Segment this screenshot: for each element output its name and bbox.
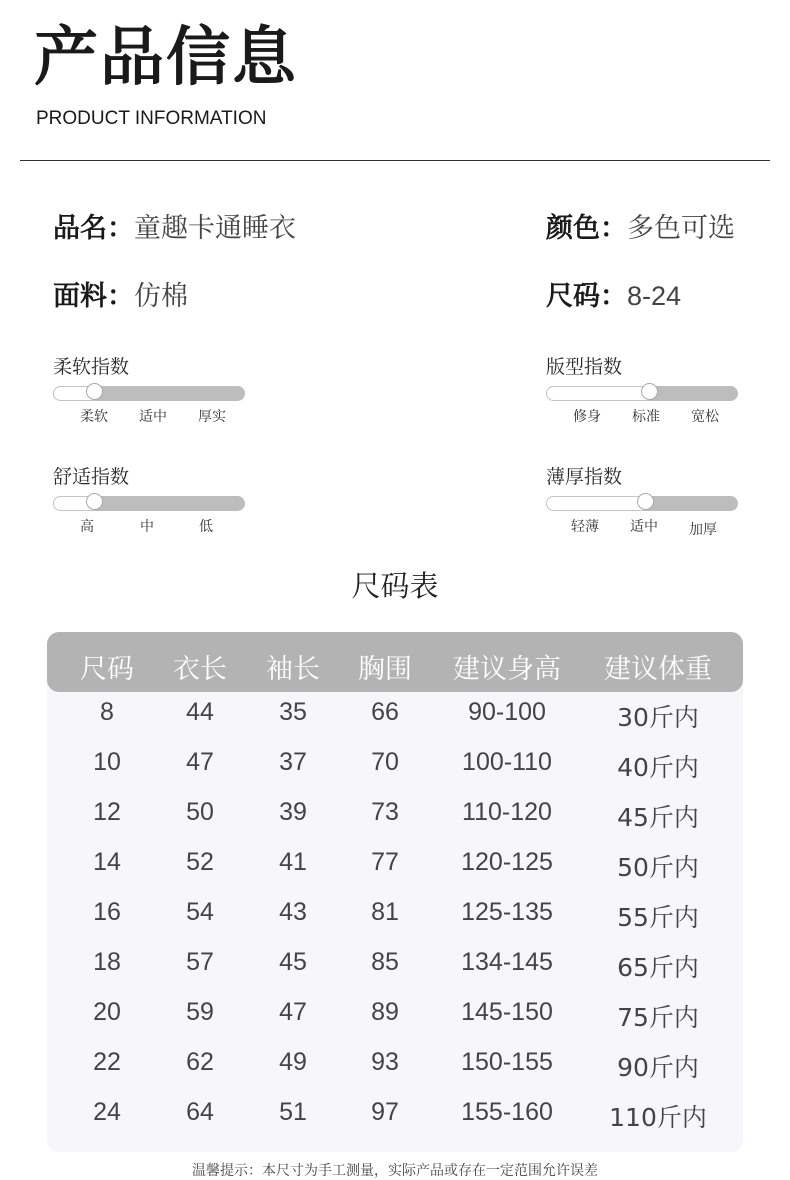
table-row [0,748,790,798]
table-cell: 110斤内 [609,1103,707,1132]
softness-option-2: 适中 [139,409,167,425]
page-title: 产品信息 [34,21,298,95]
info-fabric-value: 仿棉 [134,281,188,311]
table-cell: 145-150 [461,998,553,1026]
info-size [546,274,681,313]
table-cell: 62 [186,1048,214,1076]
comfort-knob [86,493,103,510]
fit-fill [546,386,654,401]
info-color-key: 颜色： [546,213,627,244]
table-cell: 125-135 [461,898,553,926]
table-header-cell: 尺码 [80,654,134,685]
table-cell: 90斤内 [617,1053,699,1082]
table-cell: 47 [279,998,307,1026]
table-cell: 73 [371,798,399,826]
table-cell: 49 [279,1048,307,1076]
table-cell: 35 [279,698,307,726]
table-cell: 59 [186,998,214,1026]
table-cell: 64 [186,1098,214,1126]
table-cell: 50斤内 [617,853,699,882]
table-row [0,1098,790,1148]
thickness-option-2: 适中 [630,519,658,535]
divider [20,160,770,161]
table-header-cell: 衣长 [173,654,227,685]
info-name-key: 品名： [53,213,134,244]
footer-note: 温馨提示：本尺寸为手工测量，实际产品或存在一定范围允许误差 [192,1163,598,1179]
page-subtitle: PRODUCT INFORMATION [36,108,267,129]
fit-option-1: 修身 [573,409,601,425]
table-row [0,998,790,1048]
table-cell: 77 [371,848,399,876]
table-cell: 41 [279,848,307,876]
info-name [53,206,296,245]
info-fabric [53,274,188,313]
table-cell: 110-120 [462,798,552,826]
table-cell: 10 [93,748,121,776]
table-cell: 134-145 [461,948,553,976]
thickness-index-label: 薄厚指数 [546,466,623,488]
comfort-option-2: 中 [140,519,154,535]
table-cell: 57 [186,948,214,976]
thickness-option-3: 加厚 [689,522,717,538]
thickness-index [546,462,746,538]
table-cell: 14 [93,848,121,876]
table-cell: 50 [186,798,214,826]
softness-knob [86,383,103,400]
table-row [0,848,790,898]
fit-index [546,352,746,425]
table-cell: 51 [279,1098,307,1126]
fit-index-label: 版型指数 [546,356,623,378]
table-cell: 93 [371,1048,399,1076]
comfort-option-1: 高 [80,519,94,535]
fit-option-3: 宽松 [691,409,719,425]
softness-track [53,386,245,401]
table-cell: 47 [186,748,214,776]
table-cell: 52 [186,848,214,876]
table-cell: 81 [371,898,399,926]
info-color-value: 多色可选 [627,213,735,243]
size-table-title: 尺码表 [351,569,439,603]
table-cell: 45 [279,948,307,976]
table-cell: 20 [93,998,121,1026]
thickness-fill [546,496,650,511]
table-cell: 85 [371,948,399,976]
table-row [0,698,790,748]
table-row [0,798,790,848]
info-size-key: 尺码： [546,281,627,312]
comfort-option-3: 低 [199,519,213,535]
table-cell: 100-110 [462,748,552,776]
table-cell: 12 [93,798,121,826]
table-cell: 55斤内 [617,903,699,932]
softness-index [53,352,253,425]
table-cell: 75斤内 [617,1003,699,1032]
table-cell: 30斤内 [617,703,699,732]
table-cell: 70 [371,748,399,776]
table-cell: 22 [93,1048,121,1076]
thickness-knob [637,493,654,510]
info-color [546,206,735,245]
table-cell: 24 [93,1098,121,1126]
table-cell: 66 [371,698,399,726]
table-cell: 89 [371,998,399,1026]
comfort-index [53,462,253,535]
table-cell: 54 [186,898,214,926]
table-cell: 8 [100,698,114,726]
table-row [0,948,790,998]
table-cell: 40斤内 [617,753,699,782]
thickness-option-1: 轻薄 [571,519,599,535]
table-header-cell: 建议身高 [453,654,561,685]
table-cell: 16 [93,898,121,926]
table-header-cell: 袖长 [266,654,320,685]
table-cell: 90-100 [468,698,546,726]
info-size-value: 8-24 [627,281,682,311]
softness-index-label: 柔软指数 [53,356,130,378]
table-cell: 150-155 [461,1048,553,1076]
table-cell: 44 [186,698,214,726]
info-name-value: 童趣卡通睡衣 [134,213,296,243]
fit-knob [641,383,658,400]
comfort-track [53,496,245,511]
table-header-cell: 建议体重 [604,654,712,685]
table-cell: 120-125 [461,848,553,876]
softness-option-3: 厚实 [198,409,226,425]
table-cell: 18 [93,948,121,976]
table-cell: 97 [371,1098,399,1126]
table-row [0,898,790,948]
fit-option-2: 标准 [632,409,660,425]
table-cell: 39 [279,798,307,826]
table-cell: 45斤内 [617,803,699,832]
table-cell: 155-160 [461,1098,553,1126]
table-cell: 37 [279,748,307,776]
softness-option-1: 柔软 [80,409,108,425]
info-fabric-key: 面料： [53,281,134,312]
comfort-index-label: 舒适指数 [53,466,130,488]
table-row [0,1048,790,1098]
table-header-cell: 胸围 [358,654,412,685]
table-cell: 65斤内 [617,953,699,982]
table-cell: 43 [279,898,307,926]
